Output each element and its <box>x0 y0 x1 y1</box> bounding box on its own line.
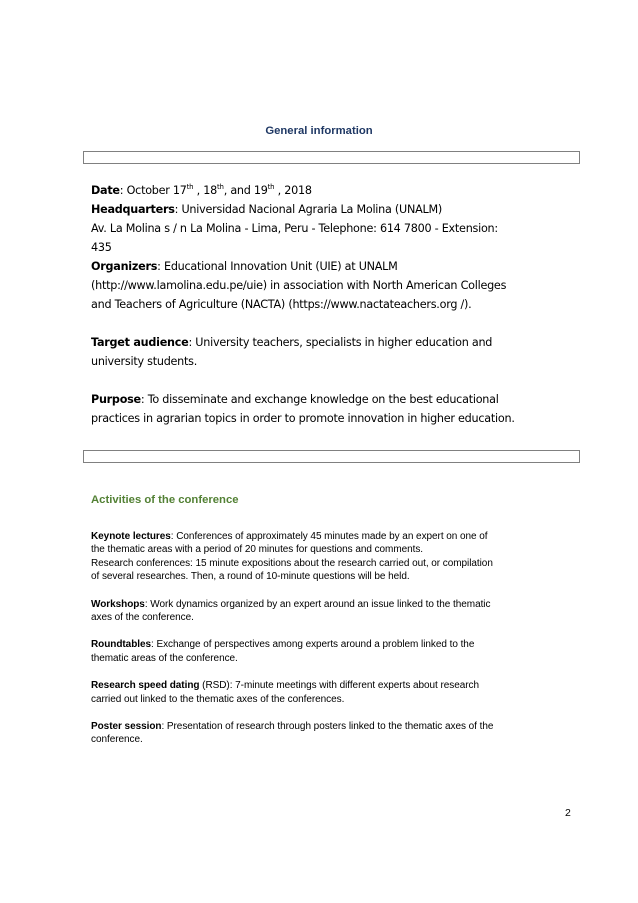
purpose-label: Purpose <box>91 393 141 406</box>
speed-dating-line-2: carried out linked to the thematic axes of the conferences. <box>91 693 345 705</box>
roundtables-line-2: thematic areas of the conference. <box>91 652 238 664</box>
research-conferences-line: Research conferences: 15 minute expositions about the research carried out, or compilation <box>91 557 493 569</box>
roundtables-line: Roundtables: Exchange of perspectives among experts around a problem linked to the <box>91 639 475 651</box>
keynote-line: Keynote lectures: Conferences of approximately 45 minutes made by an expert on one of <box>91 531 488 542</box>
keynote-label: Keynote lectures <box>91 531 171 542</box>
header-bar-top <box>83 151 580 164</box>
workshops-line-2: axes of the conference. <box>91 612 194 624</box>
general-information-body <box>91 181 571 428</box>
organizers-label: Organizers <box>91 260 158 273</box>
organizers-line-3: and Teachers of Agriculture (NACTA) (https://www.nactateachers.org /). <box>91 298 472 311</box>
target-audience-label: Target audience <box>91 336 189 349</box>
headquarters-label: Headquarters <box>91 203 175 216</box>
poster-session-label: Poster session <box>91 721 162 733</box>
speed-dating-label: Research speed dating <box>91 680 200 692</box>
general-information-heading: General information <box>265 125 373 137</box>
activities-body <box>91 530 581 747</box>
purpose-line-2: practices in agrarian topics in order to promote innovation in higher education. <box>91 412 515 425</box>
workshops-label: Workshops <box>91 598 145 610</box>
research-conferences-line-2: of several researches. Then, a round of 10-minute questions will be held. <box>91 571 410 583</box>
poster-session-line: Poster session: Presentation of research through posters linked to the thematic axes of the <box>91 721 494 733</box>
workshops-line: Workshops: Work dynamics organized by an expert around an issue linked to the thematic <box>91 598 491 610</box>
headquarters-line: Headquarters: Universidad Nacional Agraria La Molina (UNALM) <box>91 203 442 216</box>
organizers-line: Organizers: Educational Innovation Unit (UIE) at UNALM <box>91 260 398 273</box>
activities-heading: Activities of the conference <box>91 494 239 506</box>
page-number: 2 <box>565 807 571 819</box>
organizers-line-2: (http://www.lamolina.edu.pe/uie) in association with North American Colleges <box>91 279 507 292</box>
keynote-line-2: the thematic areas with a period of 20 minutes for questions and comments. <box>91 544 424 556</box>
date-label: Date <box>91 184 120 197</box>
speed-dating-line: Research speed dating (RSD): 7-minute meetings with different experts about research <box>91 680 480 692</box>
target-audience-line: Target audience: University teachers, specialists in higher education and <box>91 336 493 349</box>
address-extension: 435 <box>91 241 112 254</box>
roundtables-label: Roundtables <box>91 639 152 651</box>
target-audience-line-2: university students. <box>91 355 198 368</box>
purpose-line: Purpose: To disseminate and exchange knowledge on the best educational <box>91 393 499 406</box>
date-line: Date: October 17th , 18th, and 19th , 2018 <box>91 183 312 197</box>
poster-session-line-2: conference. <box>91 734 143 746</box>
header-bar-bottom <box>83 450 580 463</box>
address-line: Av. La Molina s / n La Molina - Lima, Peru - Telephone: 614 7800 - Extension: <box>91 222 498 235</box>
